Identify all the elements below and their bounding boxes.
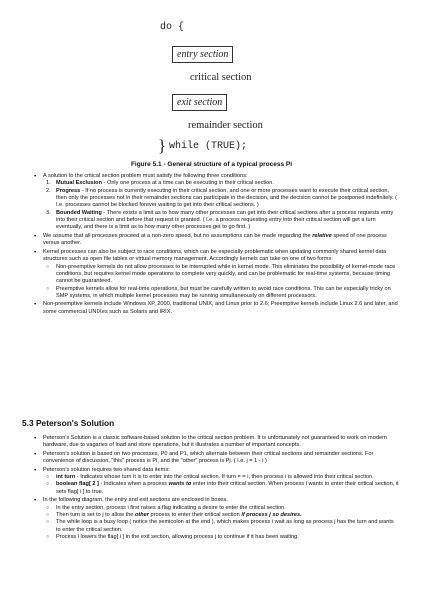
peterson-content <box>0 435 423 543</box>
condition-text: - There exists a limit as to how many other processes can get into their critical sections after a process requests entry into their critical section and before that request is granted. ( I.e. a process requesting entry into their critical section will get a turn eventually, and there is a limit as to how many other processes get to go first. ) <box>56 209 394 231</box>
list-number: 1. <box>46 180 51 187</box>
list-number: 3. <box>46 209 51 216</box>
figure-caption: Figure 5.1 - General structure of a typical process Pi <box>130 161 293 168</box>
list-item <box>43 210 403 232</box>
critical-section-label: critical section <box>190 72 252 83</box>
kernel-examples-text: Non-preemptive kernels include Windows XP, 2000, traditional UNIX, and Linux prior to 2.6; Preemptive kernels include Linux 2.6 and later, and some commercial UNIXes such as Solaris and IRIX. <box>43 301 398 315</box>
note-emphasis: other <box>134 512 149 518</box>
note-text: Process i lowers the flag[ i ] in the exit section, allowing process j to continue if it has been waiting. <box>56 534 299 541</box>
diagram-notes-list <box>43 505 403 542</box>
list-number: 2. <box>46 187 51 194</box>
shared-data-list <box>43 474 403 496</box>
list-item <box>43 264 403 286</box>
remainder-section-label: remainder section <box>188 120 263 131</box>
section-heading: 5.3 Peterson's Solution <box>22 418 115 428</box>
list-item <box>43 505 403 512</box>
list-item <box>0 451 423 466</box>
item-text-end: enter into their critical section. When process i wants to enter their critical section, it sets flag[ i ] to true. <box>56 481 399 495</box>
item-title: boolean flag[ 2 ] <box>56 481 99 488</box>
close-brace: } <box>158 136 167 155</box>
note-text: process to enter their critical section <box>148 512 242 518</box>
kernel-forms-list <box>43 264 403 301</box>
list-item <box>43 519 403 534</box>
paragraph-text: Peterson's solution requires two shared data items: <box>43 466 170 473</box>
item-text: - Indicates when a process <box>98 481 169 488</box>
conditions-list <box>43 180 403 231</box>
condition-text: - If no process is currently executing in their critical section, and one or more processes want to execute their critical section, then only the processes not in their remainder sections can participate in the decision, and the decision cannot be postponed indefinitely. ( I.e. processes cannot be blocked forever waiting to get into their critical sections. ) <box>56 187 398 209</box>
condition-title: Mutual Exclusion <box>56 180 102 187</box>
intro-content <box>0 173 423 317</box>
figure-code-structure <box>0 0 423 160</box>
list-item <box>43 534 403 541</box>
assume-text-end: speed of one process versus another. <box>43 232 387 247</box>
do-keyword: do { <box>160 22 185 33</box>
list-item <box>0 467 423 496</box>
note-emphasis: if process j so desires. <box>241 512 302 518</box>
entry-section-box: entry section <box>172 46 233 63</box>
paragraph-text: Peterson's Solution is a classic software-based solution to the critical section problem. It is unfortunately not guaranteed to work on modern hardware, due to vagaries of load and store operations, but it illustrates a number of important concepts. <box>43 435 388 449</box>
list-item <box>43 286 403 301</box>
paragraph-text: Peterson's solution is based on two processes, P0 and P1, which alternate between their critical sections and remainder sections. For convenience of discussion, "this" process is Pi, and the "other" process is Pj. ( I.e. j = 1 - i ) <box>43 450 374 465</box>
kernel-intro-text: Kernel processes can also be subject to race conditions, which can be especially problematic when updating commonly shared kernel data structures such as open file tables or virtual memory management. Accordingly kernels can take on one of two forms: <box>43 248 387 263</box>
list-item <box>43 481 403 496</box>
paragraph-text: In the following diagram, the entry and exit sections are enclosed in boxes. <box>43 497 228 504</box>
list-item <box>0 173 423 232</box>
item-text: - Indicates whose turn it is to enter into the critical section. If turn = = i, then process i is allowed into their critical section. <box>75 474 374 481</box>
while-true-label: while (TRUE); <box>169 141 248 152</box>
kernel-form-text: Preemptive kernels allow for real-time operations, but must be carefully written to avoid race conditions. This can be especially tricky on SMP systems, in which multiple kernel processes may be running simultaneously on different processors. <box>56 285 391 299</box>
condition-title: Bounded Waiting <box>56 209 102 216</box>
note-text: Then turn is set to j to allow the <box>56 512 135 518</box>
list-item <box>43 188 403 210</box>
list-item <box>43 512 403 519</box>
list-item <box>43 474 403 481</box>
exit-section-box: exit section <box>172 94 227 111</box>
note-text: The while loop is a busy loop ( notice the semicolon at the end ), which makes process i wait as long as process j has the turn and wants to enter the critical section. <box>56 519 394 533</box>
assume-text: We assume that all processes proceed at a non-zero speed, but no assumptions can be made regarding the <box>43 232 313 239</box>
list-item <box>0 249 423 300</box>
list-item <box>0 435 423 450</box>
item-emphasis: wants to <box>168 481 192 488</box>
condition-text: - Only one process at a time can be executing in their critical section. <box>102 180 274 187</box>
note-text: In the entry section, process i first raises a flag indicating a desire to enter the critical section. <box>56 504 286 511</box>
assume-emphasis: relative <box>312 232 332 239</box>
kernel-form-text: Non-preemptive kernels do not allow processes to be interrupted while in kernel mode. This eliminates the possibility of kernel-mode race conditions, but requires kernel mode operations to complete very quickly, and can be problematic for real-time systems, because timing cannot be guaranteed. <box>56 263 396 285</box>
item-title: int turn <box>56 474 76 481</box>
solution-intro-text: A solution to the critical section problem must satisfy the following three conditions: <box>43 173 248 179</box>
condition-title: Progress <box>56 187 81 194</box>
list-item <box>0 301 423 316</box>
list-item <box>43 180 403 187</box>
list-item <box>0 233 423 248</box>
list-item <box>0 497 423 541</box>
